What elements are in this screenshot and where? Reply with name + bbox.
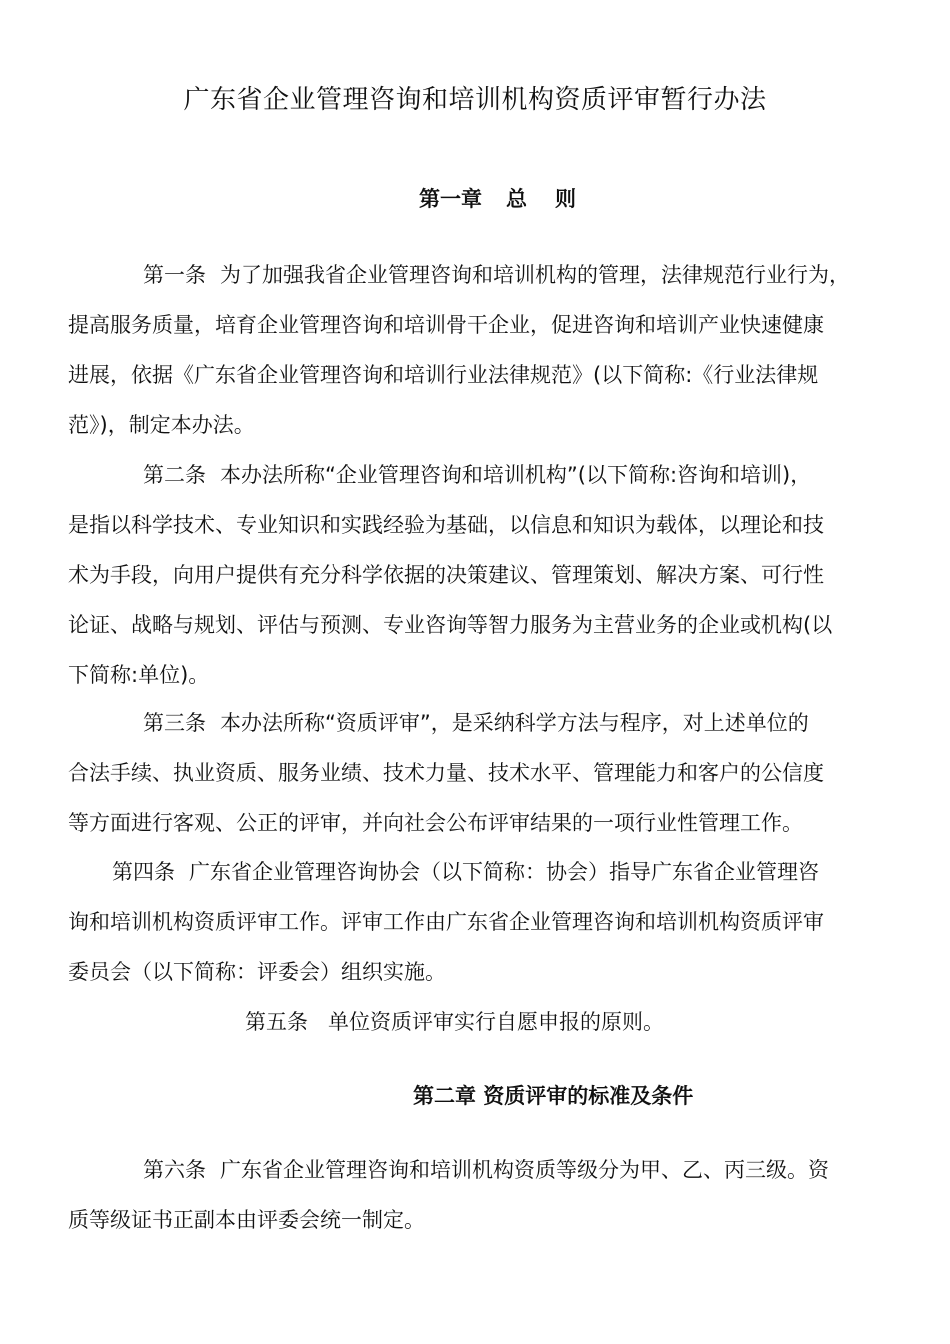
chapter-1-heading <box>0 181 950 217</box>
article-6-line: 质等级证书正副本由评委会统一制定。 <box>68 1208 425 1232</box>
article-1-line: 进展，依据《广东省企业管理咨询和培训行业法律规范》(以下简称:《行业法律规 <box>68 363 819 387</box>
article-2 <box>68 450 832 700</box>
article-1 <box>68 250 850 450</box>
article-3-line: 合法手续、执业资质、服务业绩、技术力量、技术水平、管理能力和客户的公信度 <box>68 761 824 785</box>
article-3-line: 本办法所称“资质评审”，是采纳科学方法与程序，对上述单位的 <box>220 711 809 735</box>
article-4-label: 第四条 <box>112 860 175 884</box>
article-4-line: 广东省企业管理咨询协会（以下简称：协会）指导广东省企业管理咨 <box>189 860 819 884</box>
article-2-line: 是指以科学技术、专业知识和实践经验为基础，以信息和知识为载体，以理论和技 <box>68 513 824 537</box>
article-2-label: 第二条 <box>143 463 206 487</box>
article-3-line: 等方面进行客观、公正的评审，并向社会公布评审结果的一项行业性管理工作。 <box>68 811 803 835</box>
article-1-line: 为了加强我省企业管理咨询和培训机构的管理，法律规范行业行为， <box>220 263 850 287</box>
article-1-line: 提高服务质量，培育企业管理咨询和培训骨干企业，促进咨询和培训产业快速健康 <box>68 313 824 337</box>
article-5 <box>245 997 664 1047</box>
article-6-label: 第六条 <box>143 1158 206 1182</box>
article-6 <box>68 1145 829 1245</box>
chapter-1-name-second: 则 <box>555 187 576 211</box>
article-1-line: 范》)，制定本办法。 <box>68 413 255 437</box>
article-5-line: 单位资质评审实行自愿申报的原则。 <box>328 1010 664 1034</box>
article-2-line: 本办法所称“企业管理咨询和培训机构”(以下简称:咨询和培训)， <box>220 463 812 487</box>
article-2-line: 论证、战略与规划、评估与预测、专业咨询等智力服务为主营业务的企业或机构(以 <box>68 613 833 637</box>
article-4 <box>68 847 824 997</box>
chapter-2-heading: 第二章 资质评审的标准及条件 <box>413 1084 694 1108</box>
article-5-label: 第五条 <box>245 1010 308 1034</box>
article-4-line: 询和培训机构资质评审工作。评审工作由广东省企业管理咨询和培训机构资质评审 <box>68 910 824 934</box>
chapter-1-name-first: 总 <box>506 187 527 211</box>
article-4-line: 委员会（以下简称：评委会）组织实施。 <box>68 960 446 984</box>
article-3 <box>68 698 824 848</box>
article-2-line: 下简称:单位)。 <box>68 663 210 687</box>
article-6-line: 广东省企业管理咨询和培训机构资质等级分为甲、乙、丙三级。资 <box>220 1158 829 1182</box>
article-3-label: 第三条 <box>143 711 206 735</box>
document-title: 广东省企业管理咨询和培训机构资质评审暂行办法 <box>183 85 767 115</box>
article-2-line: 术为手段，向用户提供有充分科学依据的决策建议、管理策划、解决方案、可行性 <box>68 563 824 587</box>
article-1-label: 第一条 <box>143 263 206 287</box>
chapter-1-label: 第一章 <box>419 187 482 211</box>
